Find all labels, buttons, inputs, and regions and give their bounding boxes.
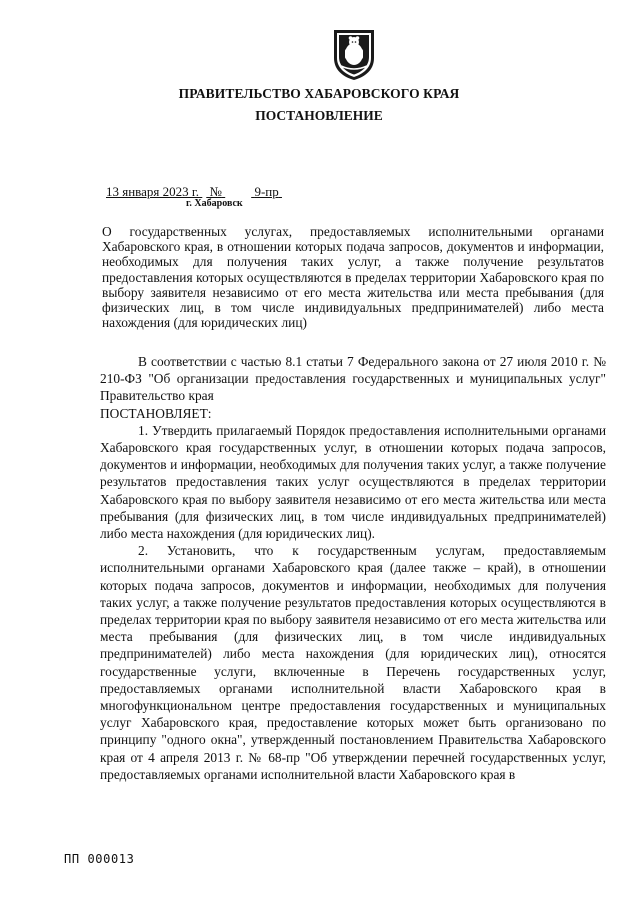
document-date: 13 января 2023 г. xyxy=(106,184,200,199)
document-subject: О государственных услугах, предоставляемых исполнительными органами Хабаровского края, в отношении которых подача запросов, документов и информации, необходимых для получения таких услуг, а также получение результатов предоставления которых осуществляются в пределах территории Хабаровского края по выбору заявителя независимо от его места жительства или места пребывания (для физических лиц, в том числе индивидуальных предпринимателей) либо места нахождения (для юридических лиц) xyxy=(102,224,604,331)
item-1-paragraph: 1. Утвердить прилагаемый Порядок предоставления исполнительными органами Хабаровского края государственных услуг, в отношении которых подача запросов, документов и информации, необходимых для получения таких услуг, а также получение результатов предоставления таких услуг осуществляются в пределах территории Хабаровского края по выбору заявителя независимо от его места жительства или места пребывания (для физических лиц, в том числе индивидуальных предпринимателей) либо места нахождения (для юридических лиц). xyxy=(100,422,606,542)
organization-title: ПРАВИТЕЛЬСТВО ХАБАРОВСКОГО КРАЯ xyxy=(178,86,460,101)
preamble-paragraph: В соответствии с частью 8.1 статьи 7 Федерального закона от 27 июля 2010 г. № 210-ФЗ "Об организации предоставления государственных и муниципальных услуг" Правительство края xyxy=(100,354,606,404)
item-2-paragraph: 2. Установить, что к государственным услугам, предоставляемым исполнительными органами Хабаровского края (далее также – край), в отношении которых подача запросов, документов и информации, необходимых для получения таких услуг, а также получение результатов предоставления которых осуществляются в пределах территории края по выбору заявителя независимо от его места жительства или места пребывания (для физических лиц, в том числе индивидуальных предпринимателей) либо места нахождения (для юридических лиц), относятся государственные услуги, включенные в Перечень государственных услуг, предоставляемых органами исполнительной власти Хабаровского края в многофункциональном центре предоставления государственных и муниципальных услуг Хабаровского края, предоставление которых может быть организовано по принципу "одного окна", утвержденный постановлением Правительства Хабаровского края от 4 апреля 2013 г. № 68-пр "Об утверждении перечней государственных услуг, предоставляемых органами исполнительной власти Хабаровского края в xyxy=(100,543,606,782)
decree-word: ПОСТАНОВЛЯЕТ: xyxy=(100,405,212,421)
khabarovsk-coat-of-arms-icon xyxy=(331,28,377,82)
footer-code: ПП 000013 xyxy=(64,852,135,866)
document-type-title: ПОСТАНОВЛЕНИЕ xyxy=(255,108,383,123)
document-number: 9-пр xyxy=(254,184,279,199)
document-city: г. Хабаровск xyxy=(186,198,243,209)
number-label: № xyxy=(209,184,222,199)
document-body xyxy=(100,353,606,783)
